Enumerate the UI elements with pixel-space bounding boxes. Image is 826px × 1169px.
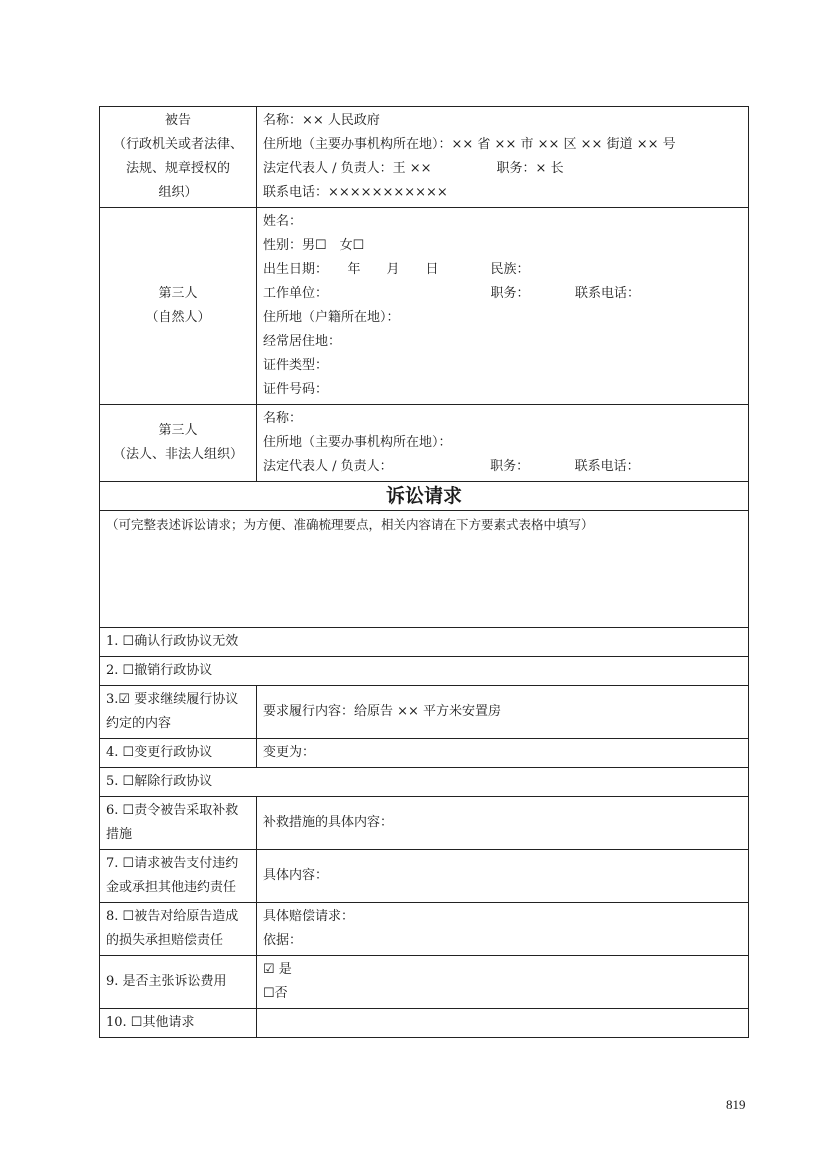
third-party-natural-label	[100, 208, 257, 405]
claim-8-detail-line: 依据：	[263, 933, 303, 948]
claim-4-detail: 变更为：	[257, 739, 749, 768]
claim-10-detail	[257, 1009, 749, 1038]
claim-9-detail	[257, 956, 749, 1009]
defendant-label-line: 组织）	[158, 185, 198, 200]
claim-6-option: 6. ☐责令被告采取补救措施	[100, 797, 257, 850]
claim-row	[100, 686, 749, 739]
claim-row	[100, 739, 749, 768]
claim-row	[100, 628, 749, 657]
defendant-info	[257, 107, 749, 208]
defendant-label	[100, 107, 257, 208]
claim-8-option: 8. ☐被告对给原告造成的损失承担赔偿责任	[100, 903, 257, 956]
third-party-residence: 经常居住地：	[263, 334, 342, 349]
defendant-label-line: 法规、规章授权的	[125, 161, 230, 176]
third-party-natural-label-line: 第三人	[158, 286, 198, 301]
third-party-id-type: 证件类型：	[263, 358, 329, 373]
claim-row	[100, 1009, 749, 1038]
claim-3-detail: 要求履行内容：给原告 ×× 平方米安置房	[257, 686, 749, 739]
third-party-legal-representative: 法定代表人 / 负责人： 职务： 联系电话：	[263, 459, 640, 474]
claim-2-option: 2. ☐撤销行政协议	[100, 657, 749, 686]
claim-9-yes-checkbox: ☑ 是	[263, 962, 292, 977]
claim-8-detail	[257, 903, 749, 956]
third-party-legal-label-line: （法人、非法人组织）	[112, 447, 243, 462]
defendant-address: 住所地（主要办事机构所在地）：×× 省 ×× 市 ×× 区 ×× 街道 ×× 号	[263, 137, 676, 152]
complaint-form-table	[99, 106, 749, 1038]
defendant-phone: 联系电话：×××××××××××	[263, 185, 448, 200]
third-party-legal-address: 住所地（主要办事机构所在地）：	[263, 435, 452, 450]
third-party-domicile: 住所地（户籍所在地）：	[263, 310, 400, 325]
claim-10-option: 10. ☐其他请求	[100, 1009, 257, 1038]
claim-7-detail: 具体内容：	[257, 850, 749, 903]
claim-6-detail: 补救措施的具体内容：	[257, 797, 749, 850]
claim-8-detail-line: 具体赔偿请求：	[263, 909, 355, 924]
third-party-legal-name: 名称：	[263, 411, 303, 426]
claim-9-option: 9. 是否主张诉讼费用	[100, 956, 257, 1009]
defendant-row	[100, 107, 749, 208]
defendant-name: 名称：×× 人民政府	[263, 113, 380, 128]
page-number: 819	[726, 1097, 746, 1112]
claim-row	[100, 797, 749, 850]
third-party-legal-row	[100, 405, 749, 482]
claim-row	[100, 768, 749, 797]
third-party-id-number: 证件号码：	[263, 382, 329, 397]
claim-9-no-checkbox: ☐否	[263, 986, 288, 1001]
claim-row	[100, 956, 749, 1009]
claim-row	[100, 903, 749, 956]
note-row	[100, 511, 749, 628]
third-party-legal-label-line: 第三人	[158, 423, 198, 438]
claim-row	[100, 850, 749, 903]
third-party-legal-label	[100, 405, 257, 482]
claim-5-option: 5. ☐解除行政协议	[100, 768, 749, 797]
claim-3-option: 3.☑ 要求继续履行协议约定的内容	[100, 686, 257, 739]
claim-4-option: 4. ☐变更行政协议	[100, 739, 257, 768]
third-party-legal-info	[257, 405, 749, 482]
section-title: 诉讼请求	[100, 482, 749, 511]
third-party-gender: 性别：男☐ 女☐	[263, 238, 365, 253]
claim-7-option: 7. ☐请求被告支付违约金或承担其他违约责任	[100, 850, 257, 903]
third-party-natural-row	[100, 208, 749, 405]
third-party-natural-label-line: （自然人）	[145, 310, 211, 325]
defendant-label-line: （行政机关或者法律、	[112, 137, 243, 152]
third-party-natural-info	[257, 208, 749, 405]
third-party-birthdate: 出生日期： 年 月 日 民族：	[263, 262, 530, 277]
claim-1-option: 1. ☐确认行政协议无效	[100, 628, 749, 657]
claims-note: （可完整表述诉讼请求；为方便、准确梳理要点，相关内容请在下方要素式表格中填写）	[100, 511, 749, 628]
defendant-label-line: 被告	[164, 113, 191, 128]
third-party-employer: 工作单位： 职务： 联系电话：	[263, 286, 641, 301]
section-title-row	[100, 482, 749, 511]
claim-row	[100, 657, 749, 686]
third-party-name: 姓名：	[263, 214, 303, 229]
defendant-representative: 法定代表人 / 负责人：王 ×× 职务：× 长	[263, 161, 564, 176]
